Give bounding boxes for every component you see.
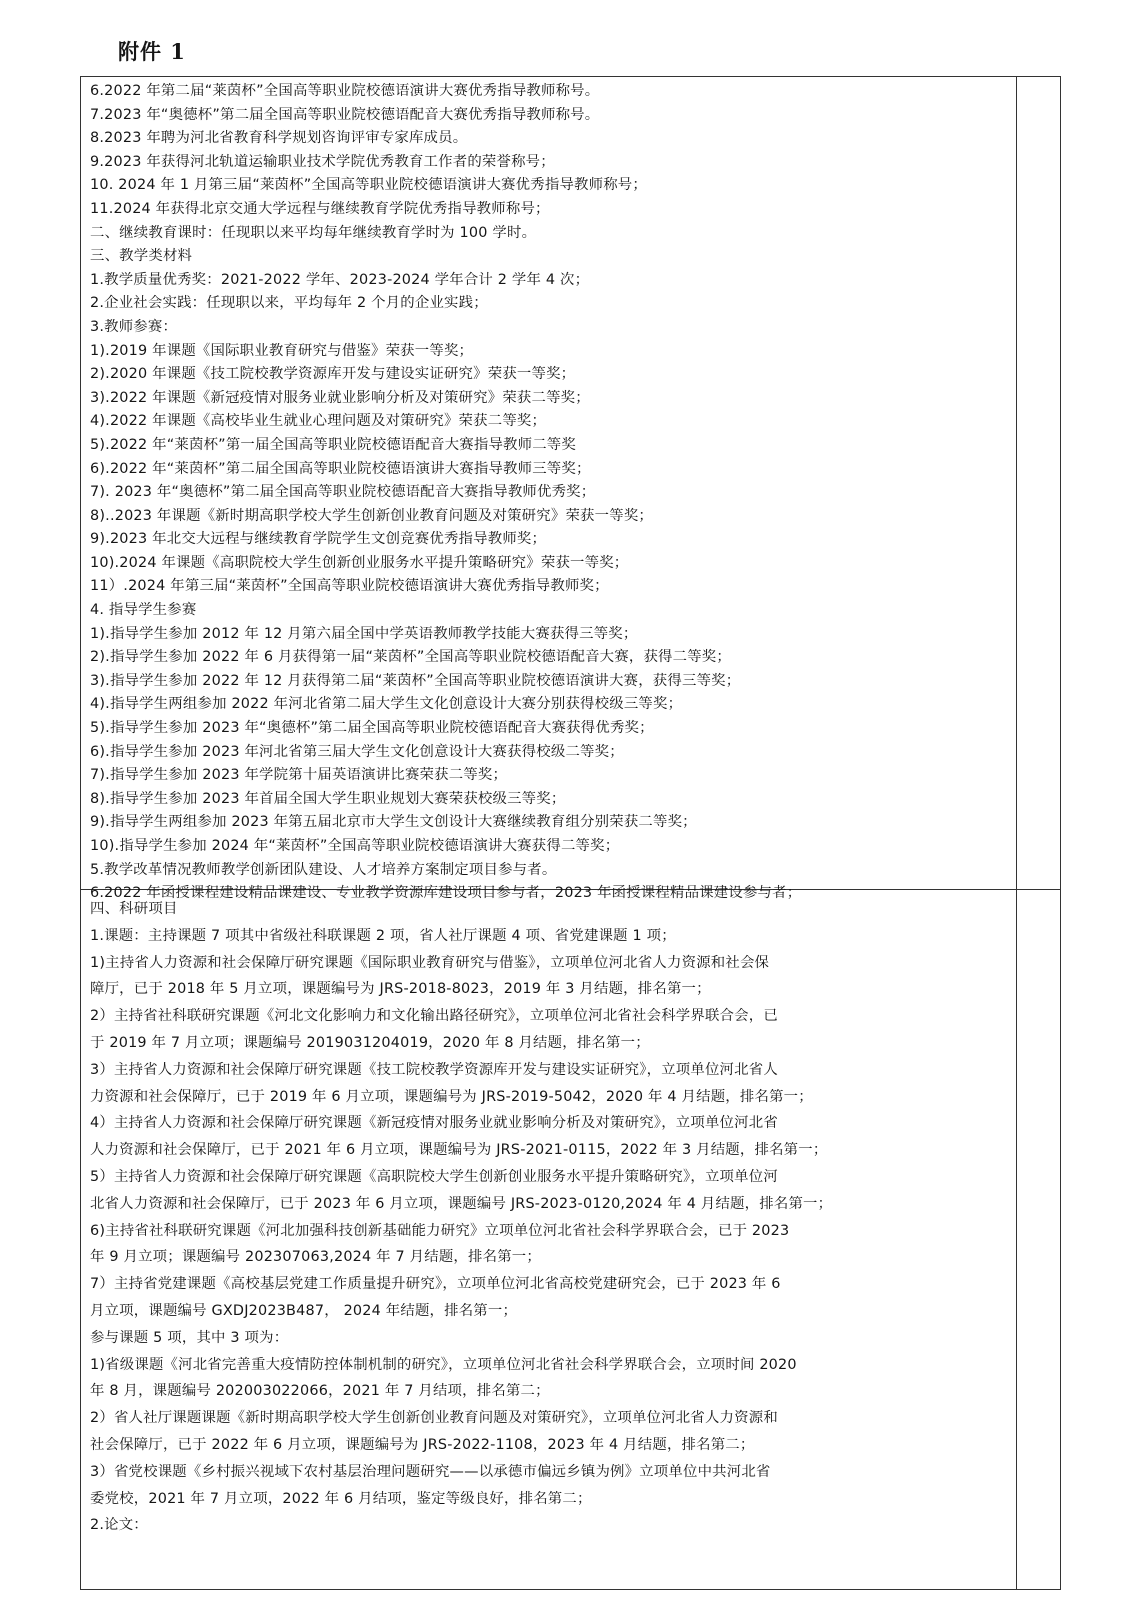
text-line: 5）主持省人力资源和社会保障厅研究课题《高职院校大学生创新创业服务水平提升策略研究》，立项单位河 [90, 1168, 778, 1185]
text-line: 4).指导学生两组参加 2022 年河北省第二届大学生文化创意设计大赛分别获得校级三等奖； [90, 696, 683, 713]
text-line: 7.2023 年“奥德杯”第二届全国高等职业院校德语配音大赛优秀指导教师称号。 [90, 106, 600, 123]
text-line: 委党校，2021 年 7 月立项，2022 年 6 月结项，鉴定等级良好，排名第二； [90, 1490, 592, 1507]
text-line: 4).2022 年课题《高校毕业生就业心理问题及对策研究》荣获二等奖； [90, 413, 547, 430]
text-line: 1.课题：主持课题 7 项其中省级社科联课题 2 项，省人社厅课题 4 项、省党建课题 1 项； [90, 927, 676, 944]
form-table [80, 76, 1061, 1590]
research-projects-cell [90, 896, 1012, 1539]
text-line: 5).指导学生参加 2023 年“奥德杯”第二届全国高等职业院校德语配音大赛获得优秀奖； [90, 720, 654, 737]
text-line: 8).指导学生参加 2023 年首届全国大学生职业规划大赛荣获校级三等奖； [90, 790, 566, 807]
text-line: 社会保障厅，已于 2022 年 6 月立项，课题编号为 JRS-2022-1108，2023 年 4 月结题，排名第二； [90, 1436, 755, 1453]
text-line: 2).指导学生参加 2022 年 6 月获得第一届“莱茵杯”全国高等职业院校德语配音大赛，获得二等奖； [90, 649, 731, 666]
text-line: 6).指导学生参加 2023 年河北省第三届大学生文化创意设计大赛获得校级二等奖； [90, 743, 624, 760]
text-line: 2.企业社会实践：任现职以来，平均每年 2 个月的企业实践； [90, 295, 488, 312]
text-line: 4）主持省人力资源和社会保障厅研究课题《新冠疫情对服务业就业影响分析及对策研究》，立项单位河北省 [90, 1115, 778, 1132]
text-line: 1).指导学生参加 2012 年 12 月第六届全国中学英语教师教学技能大赛获得三等奖； [90, 625, 638, 642]
text-line: 4. 指导学生参赛 [90, 602, 197, 619]
text-line: 3).2022 年课题《新冠疫情对服务业就业影响分析及对策研究》荣获二等奖； [90, 389, 590, 406]
text-line: 7). 2023 年“奥德杯”第二届全国高等职业院校德语配音大赛指导教师优秀奖； [90, 484, 596, 501]
text-line: 1)主持省人力资源和社会保障厅研究课题《国际职业教育研究与借鉴》，立项单位河北省人力资源和社会保 [90, 954, 770, 971]
text-line: 2).2020 年课题《技工院校教学资源库开发与建设实证研究》荣获一等奖； [90, 366, 576, 383]
text-line: 11）.2024 年第三届“莱茵杯”全国高等职业院校德语演讲大赛优秀指导教师奖； [90, 578, 609, 595]
text-line: 2.论文： [90, 1517, 148, 1534]
text-line: 3.教师参赛： [90, 318, 178, 335]
text-line: 1)省级课题《河北省完善重大疫情防控体制机制的研究》，立项单位河北省社会科学界联合会，立项时间 2020 [90, 1356, 797, 1373]
text-line: 7).指导学生参加 2023 年学院第十届英语演讲比赛荣获二等奖； [90, 767, 508, 784]
text-line: 9.2023 年获得河北轨道运输职业技术学院优秀教育工作者的荣誉称号； [90, 153, 555, 170]
text-line: 10).2024 年课题《高职院校大学生创新创业服务水平提升策略研究》荣获一等奖； [90, 554, 629, 571]
text-line: 8.2023 年聘为河北省教育科学规划咨询评审专家库成员。 [90, 130, 468, 147]
text-line: 年 9 月立项；课题编号 202307063,2024 年 7 月结题，排名第一； [90, 1249, 541, 1266]
text-line: 2）主持省社科联研究课题《河北文化影响力和文化输出路径研究》，立项单位河北省社会科学界联合会，已 [90, 1008, 778, 1025]
text-line: 8)..2023 年课题《新时期高职学校大学生创新创业教育问题及对策研究》荣获一等奖； [90, 507, 653, 524]
text-line: 6.2022 年第二届“莱茵杯”全国高等职业院校德语演讲大赛优秀指导教师称号。 [90, 83, 600, 99]
text-line: 北省人力资源和社会保障厅，已于 2023 年 6 月立项，课题编号 JRS-2023-0120,2024 年 4 月结题，排名第一； [90, 1195, 833, 1212]
text-line: 10).指导学生参加 2024 年“莱茵杯”全国高等职业院校德语演讲大赛获得二等奖； [90, 838, 620, 854]
text-line: 人力资源和社会保障厅，已于 2021 年 6 月立项，课题编号为 JRS-2021-0115，2022 年 3 月结题，排名第一； [90, 1142, 828, 1159]
text-line: 9).2023 年北交大远程与继续教育学院学生文创竞赛优秀指导教师奖； [90, 531, 547, 548]
teaching-materials-cell [90, 80, 1012, 906]
text-line: 7）主持省党建课题《高校基层党建工作质量提升研究》，立项单位河北省高校党建研究会，已于 2023 年 6 [90, 1276, 781, 1293]
text-line: 年 8 月，课题编号 202003022066，2021 年 7 月结项，排名第二； [90, 1383, 550, 1400]
text-line: 3).指导学生参加 2022 年 12 月获得第二届“莱茵杯”全国高等职业院校德语演讲大赛，获得三等奖； [90, 672, 741, 689]
text-line: 6.2022 年函授课程建设精品课建设、专业教学资源库建设项目参与者，2023 年函授课程精品课建设参与者； [90, 885, 802, 902]
text-line: 10. 2024 年 1 月第三届“莱茵杯”全国高等职业院校德语演讲大赛优秀指导教师称号； [90, 177, 647, 194]
text-line: 1).2019 年课题《国际职业教育研究与借鉴》荣获一等奖； [90, 342, 474, 359]
text-line: 5.教学改革情况教师教学创新团队建设、人才培养方案制定项目参与者。 [90, 861, 557, 878]
text-line: 三、教学类材料 [90, 248, 193, 265]
text-line: 9).指导学生两组参加 2023 年第五届北京市大学生文创设计大赛继续教育组分别荣获二等奖； [90, 814, 697, 831]
text-line: 四、科研项目 [90, 901, 178, 917]
text-line: 二、继续教育课时：任现职以来平均每年继续教育学时为 100 学时。 [90, 224, 537, 241]
column-divider [1016, 77, 1017, 1589]
text-line: 2）省人社厅课题课题《新时期高职学校大学生创新创业教育问题及对策研究》，立项单位河北省人力资源和 [90, 1410, 778, 1427]
text-line: 于 2019 年 7 月立项；课题编号 2019031204019，2020 年 8 月结题，排名第一； [90, 1034, 650, 1051]
text-line: 5).2022 年“莱茵杯”第一届全国高等职业院校德语配音大赛指导教师二等奖 [90, 436, 576, 453]
text-line: 障厅，已于 2018 年 5 月立项，课题编号为 JRS-2018-8023，2019 年 3 月结题，排名第一； [90, 981, 711, 998]
text-line: 11.2024 年获得北京交通大学远程与继续教育学院优秀指导教师称号； [90, 200, 550, 217]
text-line: 力资源和社会保障厅，已于 2019 年 6 月立项，课题编号为 JRS-2019-5042，2020 年 4 月结题，排名第一； [90, 1088, 813, 1105]
text-line: 6).2022 年“莱茵杯”第二届全国高等职业院校德语演讲大赛指导教师三等奖； [90, 460, 591, 477]
attachment-heading: 附件 1 [118, 39, 186, 64]
text-line: 1.教学质量优秀奖：2021-2022 学年、2023-2024 学年合计 2 学年 4 次； [90, 271, 590, 288]
text-line: 月立项，课题编号 GXDJ2023B487， 2024 年结题，排名第一； [90, 1302, 518, 1319]
text-line: 6)主持省社科联研究课题《河北加强科技创新基础能力研究》立项单位河北省社会科学界联合会，已于 2023 [90, 1222, 790, 1239]
text-line: 3）主持省人力资源和社会保障厅研究课题《技工院校教学资源库开发与建设实证研究》，立项单位河北省人 [90, 1061, 778, 1078]
text-line: 3）省党校课题《乡村振兴视域下农村基层治理问题研究——以承德市偏远乡镇为例》立项单位中共河北省 [90, 1463, 771, 1480]
text-line: 参与课题 5 项，其中 3 项为： [90, 1329, 289, 1346]
